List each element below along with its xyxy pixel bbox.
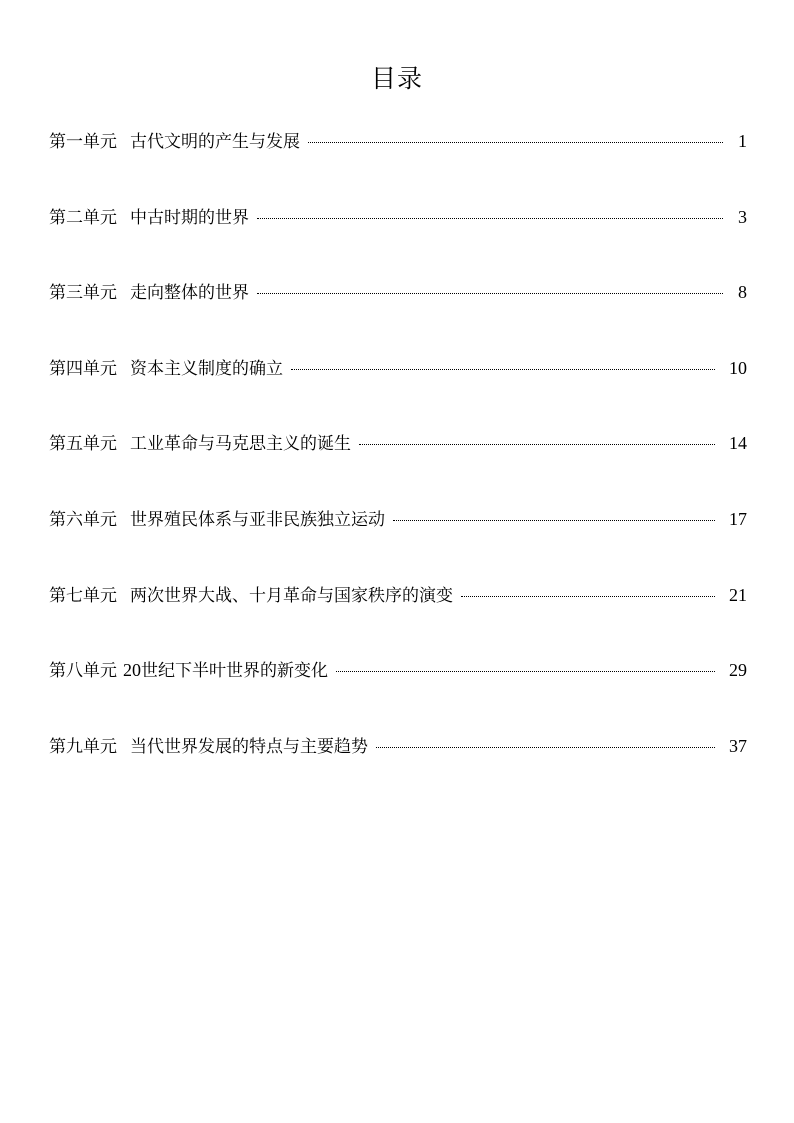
- toc-entry-unit-4[interactable]: [49, 353, 747, 429]
- entry-unit-label: 第四单元: [49, 358, 117, 379]
- entry-title: 资本主义制度的确立: [130, 358, 283, 379]
- entry-page-number: 10: [729, 357, 747, 378]
- entry-title: 世纪下半叶世界的新变化: [141, 661, 328, 682]
- entry-unit-label: 第九单元: [49, 736, 117, 757]
- entry-unit-label: 第二单元: [49, 207, 117, 228]
- dot-leader: [336, 671, 715, 672]
- toc-entry-unit-6[interactable]: [49, 504, 747, 580]
- entry-page-number: 17: [729, 508, 747, 529]
- dot-leader: [257, 293, 723, 294]
- entry-page-number: 1: [738, 131, 747, 151]
- entry-page-number: 14: [729, 433, 747, 454]
- entry-page-number: 21: [729, 584, 747, 605]
- entry-title: 古代文明的产生与发展: [130, 132, 300, 152]
- dot-leader: [257, 218, 723, 219]
- entry-title: 工业革命与马克思主义的诞生: [130, 434, 351, 455]
- entry-page-number: 3: [738, 206, 747, 227]
- toc-entry-unit-9[interactable]: [49, 731, 747, 807]
- dot-leader: [291, 369, 715, 370]
- dot-leader: [376, 747, 715, 748]
- entry-title: 中古时期的世界: [130, 207, 249, 228]
- dot-leader: [393, 520, 715, 521]
- toc-entry-unit-5[interactable]: [49, 428, 747, 504]
- entry-unit-label: 第五单元: [49, 434, 117, 455]
- entry-unit-label: 第一单元: [49, 132, 117, 152]
- dot-leader: [308, 142, 723, 143]
- entry-title-number: 20: [123, 660, 141, 681]
- entry-unit-label: 第三单元: [49, 283, 117, 304]
- dot-leader: [461, 596, 715, 597]
- entry-title: 当代世界发展的特点与主要趋势: [130, 736, 368, 757]
- entry-title: 世界殖民体系与亚非民族独立运动: [130, 509, 385, 530]
- toc-entry-unit-7[interactable]: [49, 580, 747, 656]
- entry-unit-label: 第六单元: [49, 509, 117, 530]
- entry-page-number: 8: [738, 282, 747, 303]
- entry-unit-label: 第八单元: [49, 661, 117, 682]
- entry-page-number: 29: [729, 660, 747, 681]
- toc-title: 目录: [370, 64, 423, 93]
- entry-page-number: 37: [729, 735, 747, 756]
- toc-entry-unit-1[interactable]: [49, 126, 747, 202]
- toc-entry-unit-2[interactable]: [49, 202, 747, 278]
- entry-title: 走向整体的世界: [130, 283, 249, 304]
- toc-entry-unit-8[interactable]: [49, 655, 747, 731]
- dot-leader: [359, 444, 715, 445]
- entry-unit-label: 第七单元: [49, 585, 117, 606]
- toc-entry-unit-3[interactable]: [49, 277, 747, 353]
- toc-list: [49, 126, 747, 806]
- entry-title: 两次世界大战、十月革命与国家秩序的演变: [130, 585, 453, 606]
